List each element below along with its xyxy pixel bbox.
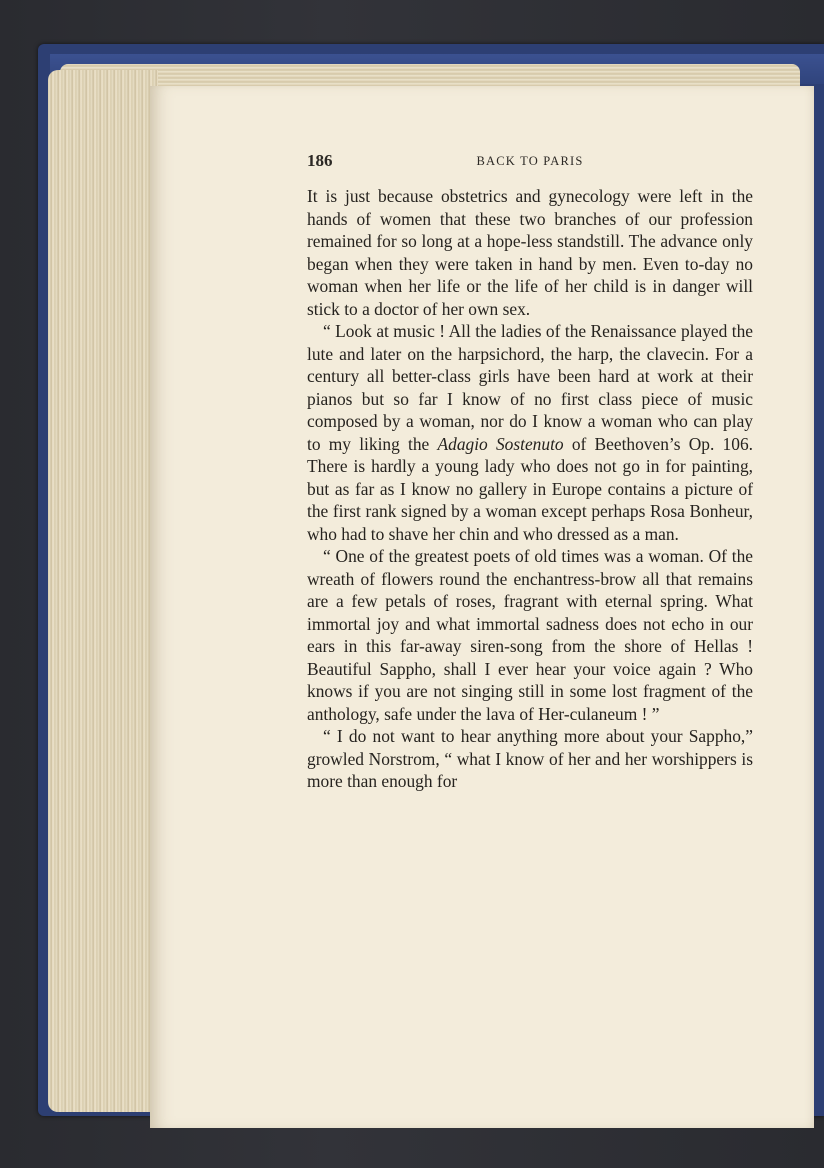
paragraph xyxy=(307,185,753,320)
text-run: “ One of the greatest poets of old times was a woman. Of the wreath of flowers round the enchantress-brow all that remains are a few petals of roses, fragrant with eternal spring. What immortal joy and what immortal sadness does not echo in our ears in this far-away siren-song from the shore of Hellas ! Beautiful Sappho, shall I ever hear your voice again ? Who knows if you are not singing still in some lost fragment of the anthology, safe under the lava of Her-culaneum ! ” xyxy=(307,546,753,724)
paragraph xyxy=(307,545,753,725)
running-head: BACK TO PARIS xyxy=(476,154,584,168)
text-run: It is just because obstetrics and gynecology were left in the hands of women that these two branches of our profession remained for so long at a hope-less standstill. The advance only began when they were taken in hand by men. Even to-day no woman when her life or the life of her child is in danger will stick to a doctor of her own sex. xyxy=(307,186,753,319)
body-text xyxy=(307,185,753,793)
page-number: 186 xyxy=(307,151,333,170)
page-header xyxy=(307,151,753,171)
text-run: “ Look at music ! All the ladies of the Renaissance played the lute and later on the harpsichord, the harp, the clavecin. For a century all better-class girls have been hard at work at their pianos but so far I know of no first class piece of music composed by a woman, nor do I know a woman who can play to my liking the xyxy=(307,321,753,454)
text-run: of Beethoven’s Op. 106. There is hardly a young lady who does not go in for painting, but as far as I know no gallery in Europe contains a picture of the first rank signed by a woman except perhaps Rosa Bonheur, who had to shave her chin and who dressed as a man. xyxy=(307,433,753,544)
italic-text: Adagio Sostenuto xyxy=(437,433,564,454)
paragraph xyxy=(307,320,753,545)
paragraph xyxy=(307,725,753,793)
text-run: “ I do not want to hear anything more about your Sappho,” growled Norstrom, “ what I know of her and her worshippers is more than enough for xyxy=(307,726,753,791)
page-stack-left-edge xyxy=(48,70,158,1112)
